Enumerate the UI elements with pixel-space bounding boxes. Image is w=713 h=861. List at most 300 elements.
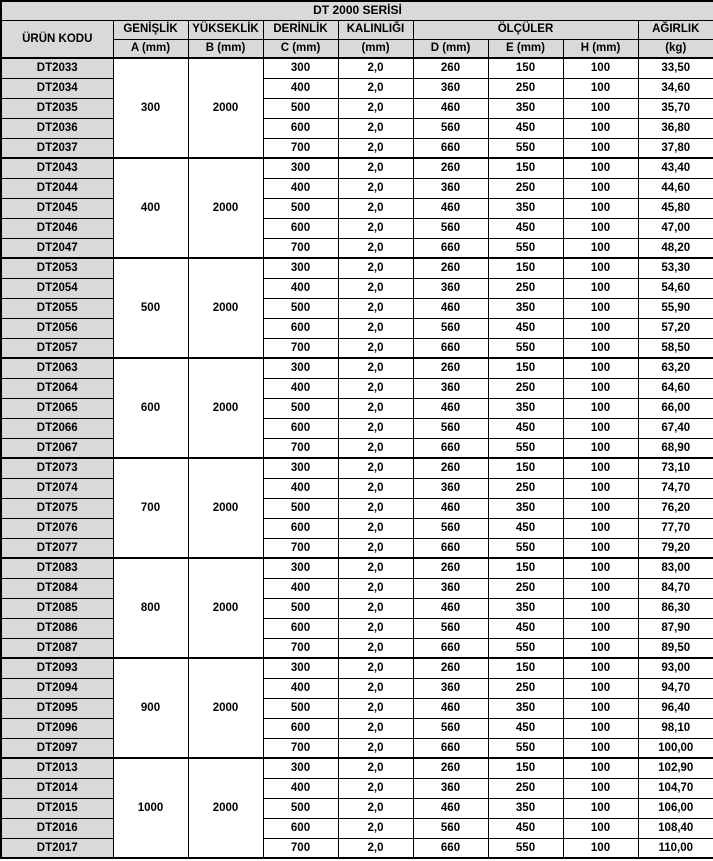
- dim-d-cell: 460: [413, 598, 488, 618]
- dim-h-cell: 100: [563, 458, 638, 478]
- depth-c-cell: 300: [263, 358, 338, 378]
- dim-h-cell: 100: [563, 698, 638, 718]
- dim-h-cell: 100: [563, 498, 638, 518]
- dim-h-cell: 100: [563, 838, 638, 858]
- thickness-cell: 2,0: [338, 398, 413, 418]
- thickness-cell: 2,0: [338, 638, 413, 658]
- dim-e-cell: 450: [488, 618, 563, 638]
- dim-e-cell: 450: [488, 218, 563, 238]
- product-code-cell: DT2045: [1, 198, 113, 218]
- weight-cell: 98,10: [638, 718, 713, 738]
- product-code-cell: DT2015: [1, 798, 113, 818]
- product-code-cell: DT2057: [1, 338, 113, 358]
- dim-d-cell: 460: [413, 198, 488, 218]
- weight-cell: 43,40: [638, 158, 713, 178]
- width-a-cell: 400: [113, 158, 188, 258]
- thickness-cell: 2,0: [338, 58, 413, 78]
- table-row: [1, 618, 713, 638]
- product-code-cell: DT2093: [1, 658, 113, 678]
- thickness-cell: 2,0: [338, 498, 413, 518]
- depth-c-cell: 700: [263, 738, 338, 758]
- weight-cell: 74,70: [638, 478, 713, 498]
- depth-c-cell: 400: [263, 178, 338, 198]
- thickness-cell: 2,0: [338, 778, 413, 798]
- weight-cell: 36,80: [638, 118, 713, 138]
- thickness-cell: 2,0: [338, 158, 413, 178]
- weight-cell: 37,80: [638, 138, 713, 158]
- depth-c-cell: 600: [263, 318, 338, 338]
- dim-h-cell: 100: [563, 318, 638, 338]
- thickness-cell: 2,0: [338, 738, 413, 758]
- product-code-cell: DT2084: [1, 578, 113, 598]
- table-row: [1, 438, 713, 458]
- depth-c-cell: 500: [263, 198, 338, 218]
- product-code-cell: DT2065: [1, 398, 113, 418]
- table-row: [1, 678, 713, 698]
- weight-cell: 93,00: [638, 658, 713, 678]
- weight-cell: 96,40: [638, 698, 713, 718]
- dim-d-cell: 660: [413, 638, 488, 658]
- dim-d-cell: 460: [413, 98, 488, 118]
- dim-d-cell: 260: [413, 58, 488, 78]
- weight-cell: 47,00: [638, 218, 713, 238]
- depth-c-cell: 300: [263, 58, 338, 78]
- dim-d-cell: 660: [413, 538, 488, 558]
- table-row: [1, 838, 713, 858]
- depth-c-cell: 300: [263, 158, 338, 178]
- thickness-cell: 2,0: [338, 698, 413, 718]
- depth-c-cell: 400: [263, 378, 338, 398]
- table-row: [1, 798, 713, 818]
- product-code-cell: DT2086: [1, 618, 113, 638]
- dim-e-cell: 350: [488, 498, 563, 518]
- weight-cell: 55,90: [638, 298, 713, 318]
- weight-cell: 76,20: [638, 498, 713, 518]
- table-title: DT 2000 SERİSİ: [1, 1, 713, 20]
- subheader-dim-h: H (mm): [563, 39, 638, 58]
- table-row: [1, 378, 713, 398]
- dim-e-cell: 150: [488, 58, 563, 78]
- dim-h-cell: 100: [563, 558, 638, 578]
- dim-h-cell: 100: [563, 418, 638, 438]
- dim-e-cell: 250: [488, 578, 563, 598]
- product-code-cell: DT2036: [1, 118, 113, 138]
- dim-e-cell: 250: [488, 478, 563, 498]
- weight-cell: 45,80: [638, 198, 713, 218]
- dim-h-cell: 100: [563, 518, 638, 538]
- product-code-cell: DT2074: [1, 478, 113, 498]
- table-row: [1, 578, 713, 598]
- dim-e-cell: 350: [488, 598, 563, 618]
- height-b-cell: 2000: [188, 58, 263, 158]
- dim-h-cell: 100: [563, 58, 638, 78]
- dim-h-cell: 100: [563, 738, 638, 758]
- weight-cell: 106,00: [638, 798, 713, 818]
- dim-e-cell: 550: [488, 538, 563, 558]
- thickness-cell: 2,0: [338, 758, 413, 778]
- depth-c-cell: 600: [263, 418, 338, 438]
- product-code-cell: DT2055: [1, 298, 113, 318]
- depth-c-cell: 600: [263, 618, 338, 638]
- depth-c-cell: 500: [263, 298, 338, 318]
- depth-c-cell: 500: [263, 698, 338, 718]
- thickness-cell: 2,0: [338, 618, 413, 638]
- weight-cell: 79,20: [638, 538, 713, 558]
- table-row: [1, 258, 713, 278]
- depth-c-cell: 500: [263, 98, 338, 118]
- subheader-thickness-mm: (mm): [338, 39, 413, 58]
- table-row: [1, 358, 713, 378]
- thickness-cell: 2,0: [338, 578, 413, 598]
- product-code-cell: DT2095: [1, 698, 113, 718]
- thickness-cell: 2,0: [338, 838, 413, 858]
- dim-h-cell: 100: [563, 538, 638, 558]
- thickness-cell: 2,0: [338, 258, 413, 278]
- product-code-cell: DT2035: [1, 98, 113, 118]
- dim-h-cell: 100: [563, 818, 638, 838]
- dim-d-cell: 560: [413, 518, 488, 538]
- depth-c-cell: 300: [263, 258, 338, 278]
- dim-e-cell: 150: [488, 658, 563, 678]
- product-code-cell: DT2033: [1, 58, 113, 78]
- height-b-cell: 2000: [188, 658, 263, 758]
- weight-cell: 87,90: [638, 618, 713, 638]
- thickness-cell: 2,0: [338, 598, 413, 618]
- depth-c-cell: 400: [263, 678, 338, 698]
- dim-h-cell: 100: [563, 658, 638, 678]
- height-b-cell: 2000: [188, 258, 263, 358]
- depth-c-cell: 700: [263, 338, 338, 358]
- thickness-cell: 2,0: [338, 798, 413, 818]
- weight-cell: 102,90: [638, 758, 713, 778]
- depth-c-cell: 500: [263, 598, 338, 618]
- dim-e-cell: 250: [488, 278, 563, 298]
- weight-cell: 73,10: [638, 458, 713, 478]
- product-code-cell: DT2085: [1, 598, 113, 618]
- subheader-height-b: B (mm): [188, 39, 263, 58]
- table-row: [1, 638, 713, 658]
- dim-d-cell: 560: [413, 418, 488, 438]
- product-code-cell: DT2034: [1, 78, 113, 98]
- product-code-cell: DT2046: [1, 218, 113, 238]
- table-row: [1, 538, 713, 558]
- thickness-cell: 2,0: [338, 678, 413, 698]
- dim-d-cell: 660: [413, 838, 488, 858]
- dim-e-cell: 150: [488, 258, 563, 278]
- dim-e-cell: 450: [488, 318, 563, 338]
- table-row: [1, 478, 713, 498]
- depth-c-cell: 500: [263, 498, 338, 518]
- dim-e-cell: 350: [488, 98, 563, 118]
- thickness-cell: 2,0: [338, 718, 413, 738]
- dim-d-cell: 360: [413, 178, 488, 198]
- weight-cell: 44,60: [638, 178, 713, 198]
- dim-e-cell: 150: [488, 458, 563, 478]
- dim-e-cell: 250: [488, 78, 563, 98]
- table-row: [1, 418, 713, 438]
- thickness-cell: 2,0: [338, 658, 413, 678]
- dim-e-cell: 450: [488, 118, 563, 138]
- height-b-cell: 2000: [188, 158, 263, 258]
- weight-cell: 33,50: [638, 58, 713, 78]
- subheader-width-a: A (mm): [113, 39, 188, 58]
- dim-e-cell: 350: [488, 398, 563, 418]
- product-code-cell: DT2054: [1, 278, 113, 298]
- depth-c-cell: 300: [263, 658, 338, 678]
- subheader-dim-e: E (mm): [488, 39, 563, 58]
- dim-h-cell: 100: [563, 138, 638, 158]
- dim-e-cell: 150: [488, 558, 563, 578]
- dim-e-cell: 250: [488, 378, 563, 398]
- dim-d-cell: 660: [413, 438, 488, 458]
- dim-d-cell: 560: [413, 718, 488, 738]
- table-row: [1, 698, 713, 718]
- thickness-cell: 2,0: [338, 278, 413, 298]
- width-a-cell: 600: [113, 358, 188, 458]
- dim-d-cell: 460: [413, 698, 488, 718]
- table-row: [1, 198, 713, 218]
- dim-e-cell: 550: [488, 138, 563, 158]
- depth-c-cell: 600: [263, 218, 338, 238]
- depth-c-cell: 700: [263, 438, 338, 458]
- depth-c-cell: 700: [263, 638, 338, 658]
- dim-d-cell: 360: [413, 678, 488, 698]
- header-product-code: ÜRÜN KODU: [1, 20, 113, 58]
- dim-h-cell: 100: [563, 798, 638, 818]
- table-row: [1, 758, 713, 778]
- width-a-cell: 500: [113, 258, 188, 358]
- dim-h-cell: 100: [563, 298, 638, 318]
- depth-c-cell: 400: [263, 278, 338, 298]
- table-row: [1, 158, 713, 178]
- weight-cell: 64,60: [638, 378, 713, 398]
- weight-cell: 35,70: [638, 98, 713, 118]
- depth-c-cell: 500: [263, 398, 338, 418]
- dim-h-cell: 100: [563, 758, 638, 778]
- subheader-depth-c: C (mm): [263, 39, 338, 58]
- dim-h-cell: 100: [563, 78, 638, 98]
- product-code-cell: DT2056: [1, 318, 113, 338]
- table-row: [1, 738, 713, 758]
- header-row-main: [1, 20, 713, 39]
- dim-d-cell: 560: [413, 118, 488, 138]
- dim-h-cell: 100: [563, 398, 638, 418]
- table-row: [1, 138, 713, 158]
- spec-table-body: [1, 58, 713, 858]
- product-code-cell: DT2017: [1, 838, 113, 858]
- product-code-cell: DT2077: [1, 538, 113, 558]
- weight-cell: 68,90: [638, 438, 713, 458]
- product-code-cell: DT2043: [1, 158, 113, 178]
- dim-h-cell: 100: [563, 338, 638, 358]
- dim-d-cell: 260: [413, 258, 488, 278]
- dim-e-cell: 550: [488, 438, 563, 458]
- table-row: [1, 558, 713, 578]
- dim-d-cell: 460: [413, 498, 488, 518]
- table-row: [1, 498, 713, 518]
- dim-d-cell: 360: [413, 578, 488, 598]
- weight-cell: 100,00: [638, 738, 713, 758]
- dim-e-cell: 350: [488, 698, 563, 718]
- table-row: [1, 298, 713, 318]
- table-row: [1, 818, 713, 838]
- dim-e-cell: 550: [488, 838, 563, 858]
- product-code-cell: DT2083: [1, 558, 113, 578]
- dim-d-cell: 260: [413, 658, 488, 678]
- header-weight: AĞIRLIK: [638, 20, 713, 39]
- subheader-weight-kg: (kg): [638, 39, 713, 58]
- dim-d-cell: 260: [413, 358, 488, 378]
- dim-e-cell: 150: [488, 158, 563, 178]
- thickness-cell: 2,0: [338, 418, 413, 438]
- dim-d-cell: 360: [413, 78, 488, 98]
- product-code-cell: DT2037: [1, 138, 113, 158]
- weight-cell: 63,20: [638, 358, 713, 378]
- product-code-cell: DT2053: [1, 258, 113, 278]
- dim-d-cell: 460: [413, 298, 488, 318]
- table-row: [1, 318, 713, 338]
- dim-h-cell: 100: [563, 178, 638, 198]
- dim-d-cell: 260: [413, 458, 488, 478]
- dim-d-cell: 660: [413, 738, 488, 758]
- thickness-cell: 2,0: [338, 438, 413, 458]
- dim-h-cell: 100: [563, 278, 638, 298]
- dim-h-cell: 100: [563, 718, 638, 738]
- weight-cell: 53,30: [638, 258, 713, 278]
- weight-cell: 54,60: [638, 278, 713, 298]
- thickness-cell: 2,0: [338, 378, 413, 398]
- product-code-cell: DT2076: [1, 518, 113, 538]
- depth-c-cell: 700: [263, 538, 338, 558]
- dim-e-cell: 250: [488, 678, 563, 698]
- dim-e-cell: 450: [488, 518, 563, 538]
- dim-h-cell: 100: [563, 238, 638, 258]
- dim-d-cell: 560: [413, 218, 488, 238]
- subheader-dim-d: D (mm): [413, 39, 488, 58]
- weight-cell: 34,60: [638, 78, 713, 98]
- thickness-cell: 2,0: [338, 538, 413, 558]
- weight-cell: 94,70: [638, 678, 713, 698]
- table-row: [1, 518, 713, 538]
- table-row: [1, 78, 713, 98]
- depth-c-cell: 400: [263, 478, 338, 498]
- thickness-cell: 2,0: [338, 318, 413, 338]
- dim-d-cell: 360: [413, 478, 488, 498]
- dim-d-cell: 460: [413, 398, 488, 418]
- height-b-cell: 2000: [188, 458, 263, 558]
- thickness-cell: 2,0: [338, 298, 413, 318]
- dim-d-cell: 560: [413, 818, 488, 838]
- product-code-cell: DT2047: [1, 238, 113, 258]
- header-height: YÜKSEKLİK: [188, 20, 263, 39]
- dim-h-cell: 100: [563, 618, 638, 638]
- dim-d-cell: 360: [413, 778, 488, 798]
- depth-c-cell: 700: [263, 138, 338, 158]
- weight-cell: 104,70: [638, 778, 713, 798]
- weight-cell: 66,00: [638, 398, 713, 418]
- dim-d-cell: 360: [413, 278, 488, 298]
- depth-c-cell: 600: [263, 518, 338, 538]
- thickness-cell: 2,0: [338, 238, 413, 258]
- weight-cell: 84,70: [638, 578, 713, 598]
- table-row: [1, 658, 713, 678]
- dim-h-cell: 100: [563, 98, 638, 118]
- dim-d-cell: 360: [413, 378, 488, 398]
- thickness-cell: 2,0: [338, 78, 413, 98]
- product-code-cell: DT2064: [1, 378, 113, 398]
- weight-cell: 57,20: [638, 318, 713, 338]
- thickness-cell: 2,0: [338, 338, 413, 358]
- dim-h-cell: 100: [563, 678, 638, 698]
- thickness-cell: 2,0: [338, 458, 413, 478]
- width-a-cell: 1000: [113, 758, 188, 858]
- header-thickness: KALINLIĞI: [338, 20, 413, 39]
- product-code-cell: DT2013: [1, 758, 113, 778]
- dim-d-cell: 260: [413, 758, 488, 778]
- product-code-cell: DT2016: [1, 818, 113, 838]
- table-row: [1, 58, 713, 78]
- thickness-cell: 2,0: [338, 138, 413, 158]
- thickness-cell: 2,0: [338, 818, 413, 838]
- weight-cell: 48,20: [638, 238, 713, 258]
- dim-e-cell: 550: [488, 238, 563, 258]
- depth-c-cell: 700: [263, 238, 338, 258]
- dim-e-cell: 550: [488, 338, 563, 358]
- table-row: [1, 718, 713, 738]
- height-b-cell: 2000: [188, 558, 263, 658]
- depth-c-cell: 400: [263, 778, 338, 798]
- dim-d-cell: 560: [413, 318, 488, 338]
- width-a-cell: 900: [113, 658, 188, 758]
- dim-d-cell: 460: [413, 798, 488, 818]
- weight-cell: 86,30: [638, 598, 713, 618]
- depth-c-cell: 400: [263, 578, 338, 598]
- dim-d-cell: 660: [413, 138, 488, 158]
- table-title-row: [1, 1, 713, 20]
- table-row: [1, 178, 713, 198]
- table-row: [1, 458, 713, 478]
- weight-cell: 67,40: [638, 418, 713, 438]
- depth-c-cell: 600: [263, 818, 338, 838]
- dim-e-cell: 250: [488, 178, 563, 198]
- depth-c-cell: 300: [263, 558, 338, 578]
- dim-e-cell: 350: [488, 298, 563, 318]
- table-row: [1, 118, 713, 138]
- dim-h-cell: 100: [563, 218, 638, 238]
- dim-h-cell: 100: [563, 438, 638, 458]
- dim-h-cell: 100: [563, 118, 638, 138]
- product-code-cell: DT2094: [1, 678, 113, 698]
- dim-h-cell: 100: [563, 158, 638, 178]
- dim-e-cell: 550: [488, 738, 563, 758]
- product-code-cell: DT2067: [1, 438, 113, 458]
- dim-d-cell: 260: [413, 158, 488, 178]
- dim-h-cell: 100: [563, 478, 638, 498]
- product-code-cell: DT2063: [1, 358, 113, 378]
- table-row: [1, 398, 713, 418]
- weight-cell: 77,70: [638, 518, 713, 538]
- header-dimensions: ÖLÇÜLER: [413, 20, 638, 39]
- dim-h-cell: 100: [563, 598, 638, 618]
- dim-h-cell: 100: [563, 578, 638, 598]
- width-a-cell: 800: [113, 558, 188, 658]
- height-b-cell: 2000: [188, 358, 263, 458]
- product-code-cell: DT2073: [1, 458, 113, 478]
- dim-e-cell: 450: [488, 818, 563, 838]
- weight-cell: 110,00: [638, 838, 713, 858]
- weight-cell: 89,50: [638, 638, 713, 658]
- depth-c-cell: 500: [263, 798, 338, 818]
